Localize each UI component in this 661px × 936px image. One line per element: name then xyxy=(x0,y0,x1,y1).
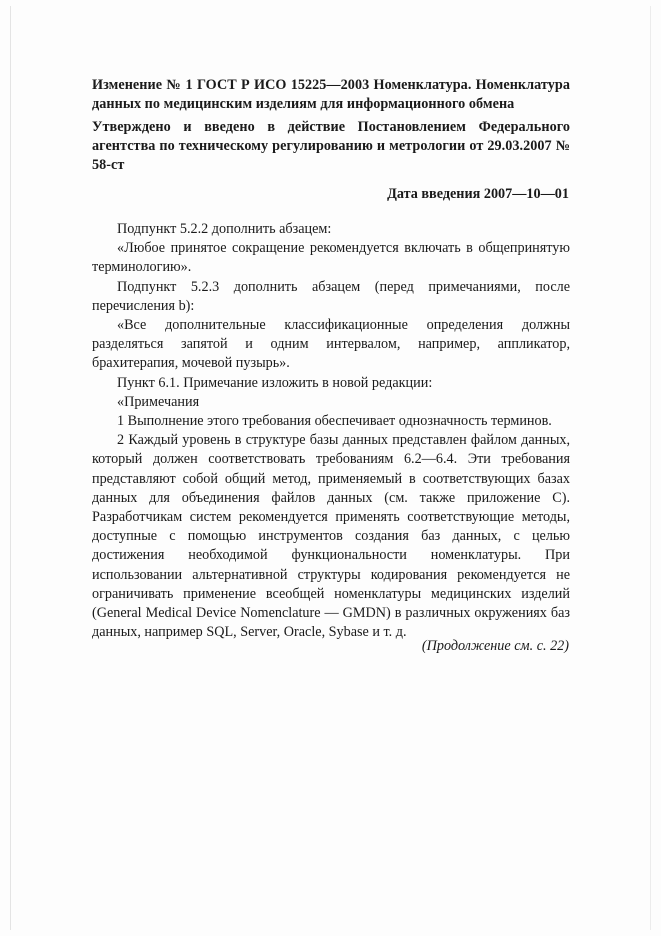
approval-statement: Утверждено и введено в действие Постановлением Федерального агентства по техническому регулированию и метрологии от 29.03.2007 № 58-ст xyxy=(92,119,570,173)
continuation-note: (Продолжение см. с. 22) xyxy=(421,638,569,654)
paragraph: Пункт 6.1. Примечание изложить в новой редакции: xyxy=(117,374,433,391)
paragraph: Подпункт 5.2.3 дополнить абзацем (перед примечаниями, после перечисления b): xyxy=(92,278,570,314)
amendment-body xyxy=(92,220,570,642)
paragraph: Подпункт 5.2.2 дополнить абзацем: xyxy=(117,221,332,237)
effective-date: Дата введения 2007—10—01 xyxy=(387,186,569,202)
paragraph: «Все дополнительные классификационные определения должны разделяться запятой и одним интервалом, например, аппликатор, брахитерапия, мочевой пузырь». xyxy=(92,317,570,372)
paragraph: 1 Выполнение этого требования обеспечивает однозначность терминов. xyxy=(117,413,552,430)
paragraph: «Примечания xyxy=(117,393,200,410)
amendment-title: Изменение № 1 ГОСТ Р ИСО 15225—2003 Номенклатура. Номенклатура данных по медицинским изделиям для информационного обмена xyxy=(92,77,570,112)
paragraph: 2 Каждый уровень в структуре базы данных представлен файлом данных, который должен соответствовать требованиям 6.2—6.4. Эти требования представляют собой общий метод, применяемый в соответствующих базах данных для объединения файлов данных (см. также приложение С). Разработчикам систем рекомендуется применять соответствующие методы, доступные с помощью инструментов создания баз данных, с целью достижения необходимой функциональности номенклатуры. При использовании альтернативной структуры кодирования рекомендуется не ограничивать применение всеобщей номенклатуры медицинских изделий (General Medical Device Nomenclature — GMDN) в различных окружениях баз данных, например SQL, Server, Oracle, Sybase и т. д. xyxy=(92,432,570,641)
paragraph: «Любое принятое сокращение рекомендуется включать в общепринятую терминологию». xyxy=(92,240,570,276)
